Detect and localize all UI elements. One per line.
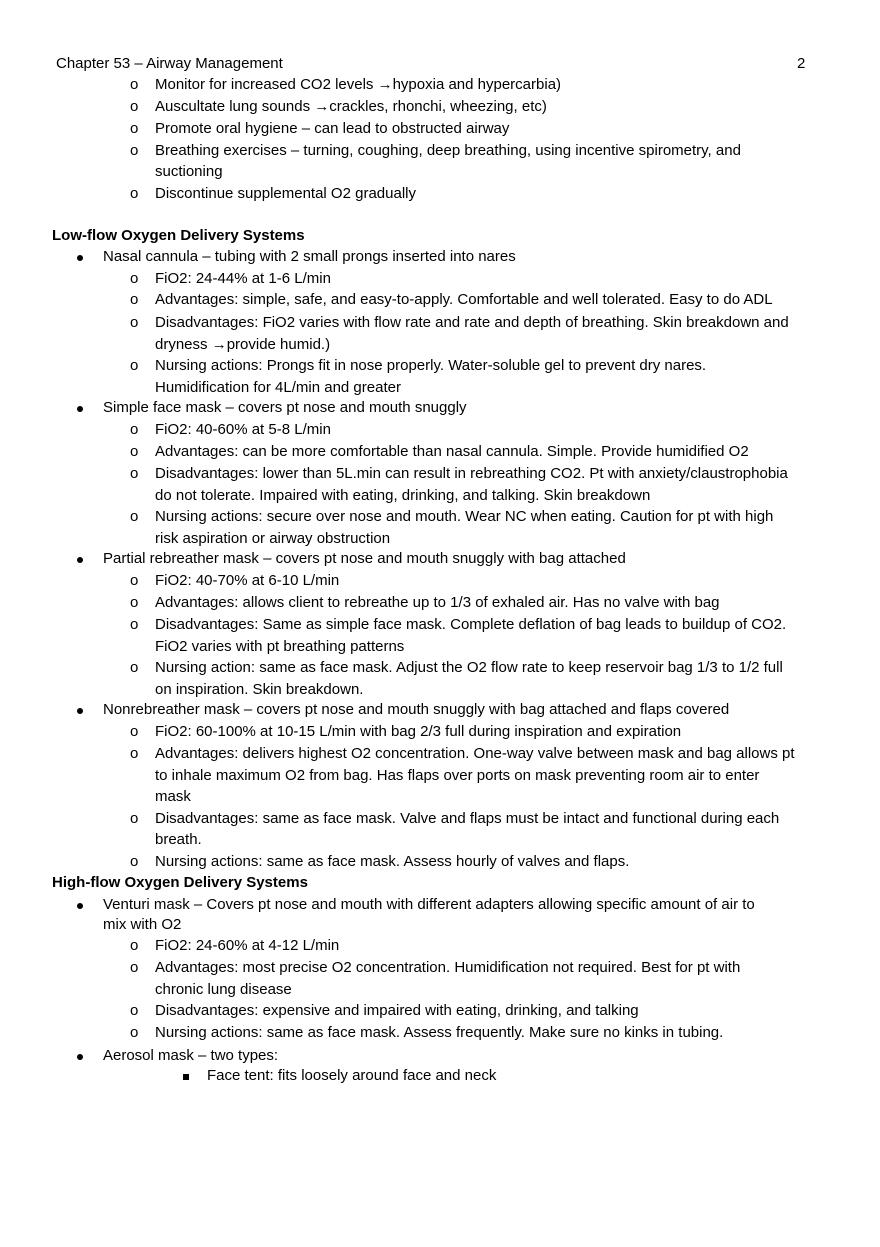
list-item: Disadvantages: Same as simple face mask. Complete deflation of bag leads to buildup of CO2. xyxy=(155,616,787,633)
list-item-continued: dryness →provide humid.) xyxy=(155,336,331,353)
circle-bullet-icon: o xyxy=(130,142,139,159)
list-item: Disadvantages: expensive and impaired with eating, drinking, and talking xyxy=(155,1002,639,1019)
circle-bullet-icon: o xyxy=(130,76,139,93)
circle-bullet-icon: o xyxy=(130,357,139,374)
list-item-continued: to inhale maximum O2 from bag. Has flaps over ports on mask preventing room air to enter xyxy=(155,767,760,784)
list-item: Discontinue supplemental O2 gradually xyxy=(155,185,416,202)
circle-bullet-icon: o xyxy=(130,937,139,954)
circle-bullet-icon: o xyxy=(130,270,139,287)
circle-bullet-icon: o xyxy=(130,745,139,762)
circle-bullet-icon: o xyxy=(130,959,139,976)
circle-bullet-icon: o xyxy=(130,616,139,633)
list-item: Advantages: most precise O2 concentration. Humidification not required. Best for pt with xyxy=(155,959,741,976)
list-item: FiO2: 40-70% at 6-10 L/min xyxy=(155,572,340,589)
circle-bullet-icon: o xyxy=(130,659,139,676)
list-item-continued: do not tolerate. Impaired with eating, drinking, and talking. Skin breakdown xyxy=(155,487,651,504)
circle-bullet-icon: o xyxy=(130,1024,139,1041)
circle-bullet-icon: o xyxy=(130,443,139,460)
list-item: Auscultate lung sounds →crackles, rhonchi, wheezing, etc) xyxy=(155,98,547,115)
circle-bullet-icon: o xyxy=(130,723,139,740)
nasal-cannula-title: Nasal cannula – tubing with 2 small prongs inserted into nares xyxy=(103,248,516,265)
circle-bullet-icon: o xyxy=(130,120,139,137)
partial-rebreather-title: Partial rebreather mask – covers pt nose and mouth snuggly with bag attached xyxy=(103,550,626,567)
simple-mask-title: Simple face mask – covers pt nose and mouth snuggly xyxy=(103,399,467,416)
circle-bullet-icon: o xyxy=(130,508,139,525)
circle-bullet-icon: o xyxy=(130,853,139,870)
bullet-dot-icon xyxy=(77,894,83,915)
square-bullet-icon xyxy=(183,1065,189,1086)
bullet-dot-icon xyxy=(77,246,83,267)
list-item: Advantages: simple, safe, and easy-to-apply. Comfortable and well tolerated. Easy to do ADL xyxy=(155,291,773,308)
circle-bullet-icon: o xyxy=(130,1002,139,1019)
list-item: Advantages: allows client to rebreathe up to 1/3 of exhaled air. Has no valve with bag xyxy=(155,594,720,611)
list-item-continued: chronic lung disease xyxy=(155,981,292,998)
list-item: Advantages: delivers highest O2 concentration. One-way valve between mask and bag allows pt xyxy=(155,745,795,762)
low-flow-heading: Low-flow Oxygen Delivery Systems xyxy=(52,227,305,244)
high-flow-heading: High-flow Oxygen Delivery Systems xyxy=(52,874,308,891)
list-item: Nursing actions: secure over nose and mouth. Wear NC when eating. Caution for pt with high xyxy=(155,508,774,525)
circle-bullet-icon: o xyxy=(130,291,139,308)
list-item: Face tent: fits loosely around face and neck xyxy=(207,1067,497,1084)
circle-bullet-icon: o xyxy=(130,572,139,589)
list-item-continued: FiO2 varies with pt breathing patterns xyxy=(155,638,405,655)
bullet-dot-icon xyxy=(77,548,83,569)
bullet-dot-icon xyxy=(77,1045,83,1066)
aerosol-title: Aerosol mask – two types: xyxy=(103,1047,279,1064)
list-item: Nursing actions: same as face mask. Assess frequently. Make sure no kinks in tubing. xyxy=(155,1024,724,1041)
list-item: FiO2: 24-44% at 1-6 L/min xyxy=(155,270,331,287)
list-item-continued: breath. xyxy=(155,831,202,848)
page-number: 2 xyxy=(797,55,806,72)
list-item: Monitor for increased CO2 levels →hypoxia and hypercarbia) xyxy=(155,76,562,93)
list-item: Breathing exercises – turning, coughing, deep breathing, using incentive spirometry, and xyxy=(155,142,741,159)
list-item: FiO2: 40-60% at 5-8 L/min xyxy=(155,421,331,438)
list-item: FiO2: 24-60% at 4-12 L/min xyxy=(155,937,340,954)
list-item: Nursing action: same as face mask. Adjust the O2 flow rate to keep reservoir bag 1/3 to 1/2 full xyxy=(155,659,783,676)
chapter-title: Chapter 53 – Airway Management xyxy=(56,55,283,72)
list-item: Promote oral hygiene – can lead to obstructed airway xyxy=(155,120,510,137)
list-item-continued: mask xyxy=(155,788,191,805)
list-item: Disadvantages: FiO2 varies with flow rate and rate and depth of breathing. Skin breakdown and xyxy=(155,314,789,331)
bullet-dot-icon xyxy=(77,397,83,418)
circle-bullet-icon: o xyxy=(130,185,139,202)
list-item-continued: suctioning xyxy=(155,163,223,180)
list-item: Advantages: can be more comfortable than nasal cannula. Simple. Provide humidified O2 xyxy=(155,443,749,460)
list-item-continued: Humidification for 4L/min and greater xyxy=(155,379,401,396)
circle-bullet-icon: o xyxy=(130,465,139,482)
venturi-title: Venturi mask – Covers pt nose and mouth with different adapters allowing specific amount of air to xyxy=(103,896,755,913)
circle-bullet-icon: o xyxy=(130,810,139,827)
circle-bullet-icon: o xyxy=(130,421,139,438)
list-item: FiO2: 60-100% at 10-15 L/min with bag 2/3 full during inspiration and expiration xyxy=(155,723,682,740)
list-item-continued: risk aspiration or airway obstruction xyxy=(155,530,391,547)
list-item: Nursing actions: same as face mask. Assess hourly of valves and flaps. xyxy=(155,853,630,870)
bullet-dot-icon xyxy=(77,699,83,720)
circle-bullet-icon: o xyxy=(130,98,139,115)
list-item: Disadvantages: same as face mask. Valve and flaps must be intact and functional during each xyxy=(155,810,780,827)
venturi-title-continued: mix with O2 xyxy=(103,916,182,933)
circle-bullet-icon: o xyxy=(130,594,139,611)
nonrebreather-title: Nonrebreather mask – covers pt nose and mouth snuggly with bag attached and flaps covered xyxy=(103,701,730,718)
list-item: Disadvantages: lower than 5L.min can result in rebreathing CO2. Pt with anxiety/claustrophobia xyxy=(155,465,788,482)
list-item: Nursing actions: Prongs fit in nose properly. Water-soluble gel to prevent dry nares. xyxy=(155,357,707,374)
circle-bullet-icon: o xyxy=(130,314,139,331)
list-item-continued: on inspiration. Skin breakdown. xyxy=(155,681,364,698)
